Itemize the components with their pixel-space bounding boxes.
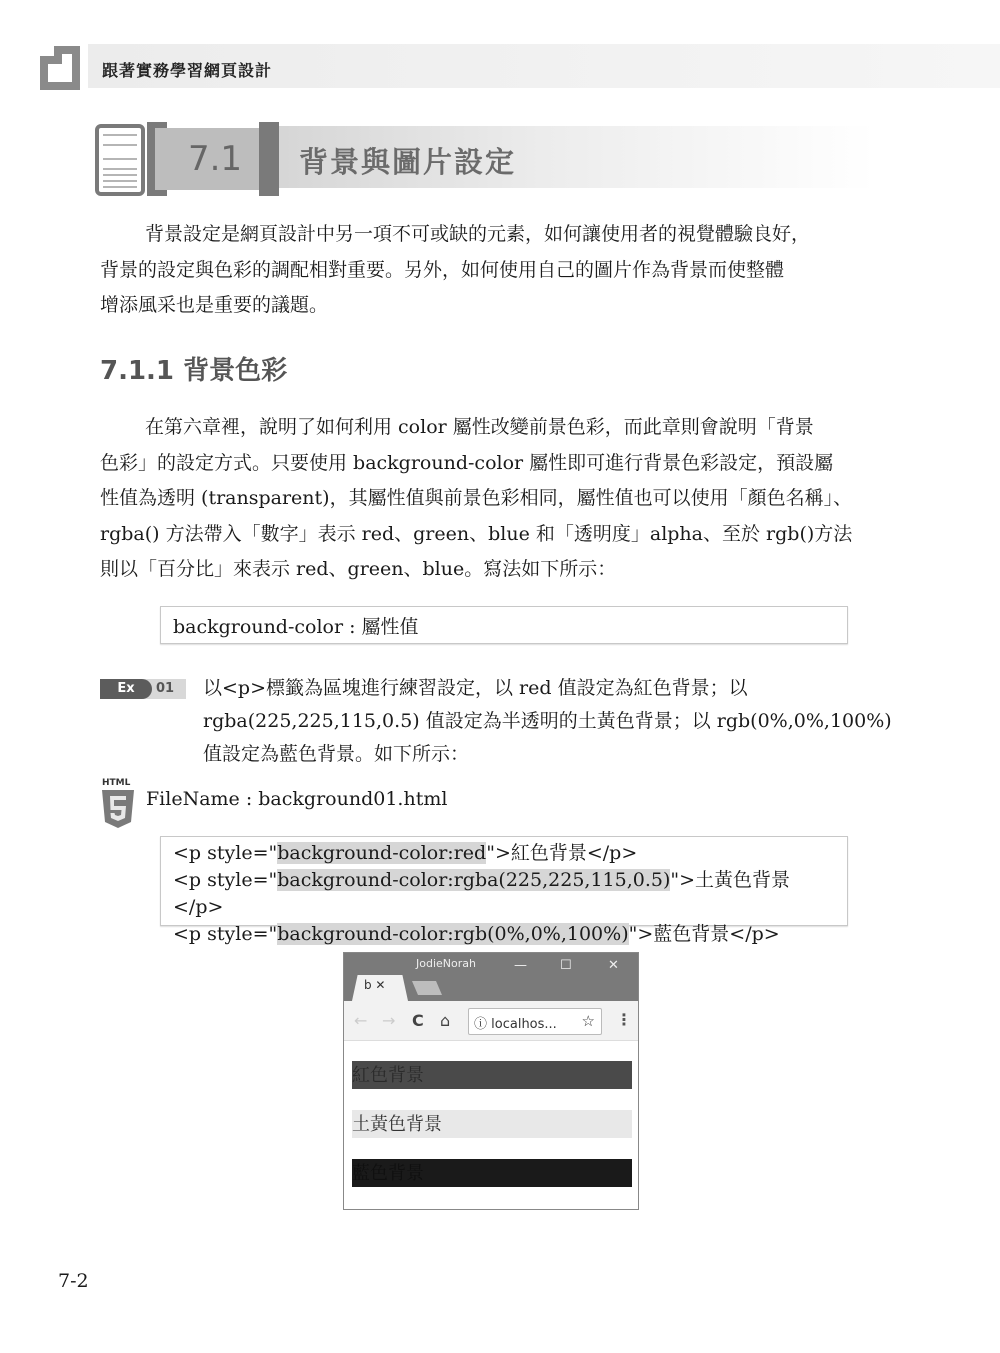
body-line: 性值為透明 (transparent)，其屬性值與前景色彩相同，屬性值也可以使用「顏色名稱」、 [100,487,853,509]
example-line: rgba(225,225,115,0.5) 值設定為半透明的土黃色背景；以 rgb(0%,0%,100%) [203,710,892,732]
example-badge-number: 01 [156,681,175,696]
code-line: <p style="background-color:rgba(225,225,115,0.5)">土黃色背景</p> [173,869,791,918]
blue-background-paragraph: 藍色背景 [352,1159,632,1187]
body-line: 色彩」的設定方式。只要使用 background-color 屬性即可進行背景色彩設定，預設屬 [100,451,834,474]
section-heading [95,120,875,198]
subsection-title: 7.1.1 背景色彩 [100,356,288,386]
browser-window [343,952,639,1210]
body-line: 在第六章裡，說明了如何利用 color 屬性改變前景色彩，而此章則會說明「背景 [145,416,814,438]
intro-line: 背景的設定與色彩的調配相對重要。另外，如何使用自己的圖片作為背景而使整體 [100,258,785,281]
forward-button[interactable]: → [382,1011,396,1030]
running-header-title: 跟著實務學習網頁設計 [102,61,273,80]
code-line: <p style="background-color:rgb(0%,0%,100%)">藍色背景</p> [173,923,780,945]
example-badge [100,679,186,699]
intro-line: 背景設定是網頁設計中另一項不可或缺的元素，如何讓使用者的視覺體驗良好， [145,223,811,245]
code-line: <p style="background-color:red">紅色背景</p> [173,842,638,864]
body-line: rgba() 方法帶入「數字」表示 red、green、blue 和「透明度」alpha、至於 rgb()方法 [100,522,853,545]
page-number: 7-2 [58,1270,89,1292]
info-icon: ⓘ [474,1017,488,1032]
browser-tab-label[interactable]: b ✕ [364,978,386,992]
home-button[interactable]: ⌂ [440,1011,451,1030]
body-line: 則以「百分比」來表示 red、green、blue。寫法如下所示： [100,558,617,580]
filename-label: FileName : background01.html [146,788,448,810]
example-badge-label: Ex [100,679,152,699]
syntax-box: background-color : 屬性值 [160,606,848,644]
bookmark-star-icon[interactable]: ☆ [581,1012,595,1030]
example-description [203,672,893,771]
svg-text:HTML: HTML [102,778,131,788]
section-title: 背景與圖片設定 [299,145,517,179]
close-button[interactable]: ✕ [608,958,619,973]
url-text: localhos... [491,1017,557,1032]
red-background-paragraph: 紅色背景 [352,1061,632,1089]
body-paragraph [100,410,890,588]
window-title: JodieNorah [416,957,476,970]
minimize-button[interactable]: — [514,958,527,973]
address-bar[interactable] [468,1008,602,1035]
back-button[interactable]: ← [354,1011,368,1030]
maximize-button[interactable]: ☐ [560,958,572,973]
section-number: 7.1 [187,139,243,179]
book-logo-icon [36,42,84,92]
intro-line: 增添風采也是重要的議題。 [100,294,329,316]
tablet-icon [95,124,145,196]
example-line: 值設定為藍色背景。如下所示： [203,743,470,765]
menu-icon[interactable]: ⋮ [616,1010,632,1029]
html5-icon [100,776,136,830]
reload-button[interactable]: C [412,1011,424,1030]
yellow-background-paragraph: 土黃色背景 [352,1110,632,1138]
code-box [160,836,848,945]
intro-paragraph [100,217,890,324]
example-line: 以<p>標籤為區塊進行練習設定，以 red 值設定為紅色背景；以 [203,677,748,699]
running-header [36,42,1000,92]
